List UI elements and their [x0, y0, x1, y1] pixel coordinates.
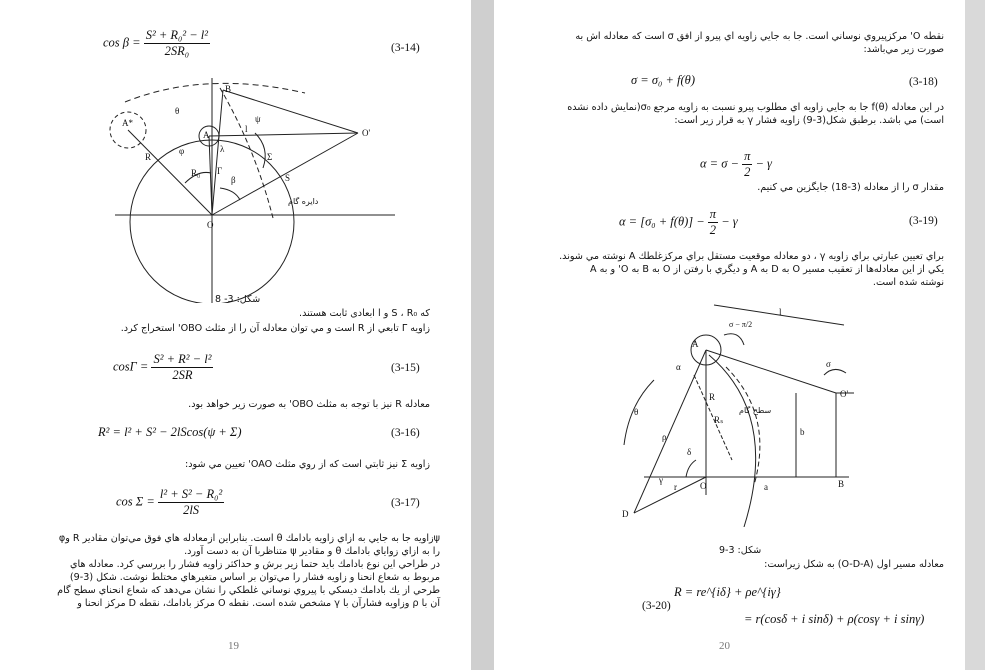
label-O-prime: O' [362, 128, 371, 138]
page-number: 19 [228, 640, 239, 652]
label-A: A [203, 130, 210, 140]
label-S: S [285, 173, 291, 183]
label-A-star: A* [122, 118, 133, 128]
eq-numerator: S² + R₀² − l² [145, 28, 209, 42]
label-D: D [622, 509, 629, 519]
equation-3-20-line2: = r(cosδ + i sinδ) + ρ(cosγ + i sinγ) [744, 612, 925, 626]
label-alpha: α [676, 362, 681, 372]
paragraph-line: را به ازاي زواياي بادامك θ و مقادير ψ متناظربا آن به دست آورد. [184, 546, 440, 557]
label-B: B [838, 479, 845, 489]
paragraph-line: طرحي از يك بادامك ديسكي با پيروي نوساني غلطكي را نشان مي‌دهد كه شعاع انحناي سطح گام [57, 585, 440, 596]
paragraph [30, 532, 440, 610]
label-R: R [709, 392, 716, 402]
pitch-curve-dashed [726, 367, 760, 485]
angle-arc-sigma [824, 369, 846, 375]
paragraph-line: ψزاويه جا به جايي به ازاي زاويه بادامك θ است. بنابراين ازمعادله هاي فوق مي‌توان مقادير R وφ [58, 533, 440, 544]
label-Rs: Rₛ [714, 415, 724, 425]
equation-3-16: R² = l² + S² − 2lScos(ψ + Σ) [98, 425, 242, 439]
paragraph [539, 30, 944, 56]
dashed-arc [125, 83, 305, 102]
equation-3-14 [103, 28, 210, 59]
theta-arrow-arc [624, 380, 654, 445]
angle-arc-sigma [255, 133, 265, 168]
label-phi: φ [179, 146, 185, 156]
eq-numerator: S² + R² − l² [153, 352, 212, 366]
equation-number: (3-17) [391, 497, 420, 509]
paragraph-line: نوشته شده است. [872, 277, 944, 288]
equation-number: (3-16) [391, 427, 420, 439]
label-psi: ψ [255, 114, 261, 124]
paragraph-line: است) مي باشد. برطبق شكل(3-9) زاويه فشار γ به قرار زير است: [674, 115, 944, 126]
paragraph-line: در اين معادله f(θ) جا به جايي زاويه اي مطلوب پيرو نسبت به زاويه مرجع σ₀(نمايش داده نشده [567, 102, 944, 113]
text-line: زاويه Γ تابعي از R است و مي توان معادله آن را از مثلث OBO' استخراج كرد. [120, 323, 430, 334]
paragraph-line: مربوط به شعاع انحنا و زاويه فشار را مي‌توان بر اساس متغيرهاي مختلط نوشت. شكل (3-9) [69, 572, 440, 583]
figure-caption: شکل: 3- 8 [215, 294, 261, 305]
page-gutter [471, 0, 494, 670]
equation-number: (3-14) [391, 42, 420, 54]
eq-denominator: 2 [709, 223, 717, 237]
eq-numerator: π [744, 149, 751, 163]
eq-lhs: cos β = [103, 35, 141, 50]
label-Gamma: Γ [217, 166, 223, 176]
label-theta: θ [175, 106, 180, 116]
label-rho: ρ [662, 432, 667, 442]
eq-lhs: α = [σ₀ + f(θ)] − [619, 214, 705, 229]
label-r: r [674, 482, 677, 492]
label-pitch-curve: سطح گام [739, 406, 772, 415]
eq-lhs: cosΓ = [113, 359, 149, 374]
paragraph-line: در طراحي اين نوع بادامك بايد حتما زير برش و حداكثر زاويه فشار را بررسي كرد. معادله هاي [70, 559, 440, 570]
label-b: b [800, 427, 805, 437]
text-line: زاويه Σ نيز ثابتي است كه از روي مثلث OAO' تعيين مي شود: [185, 459, 430, 470]
page-20 [494, 0, 965, 670]
line-D-O [634, 477, 706, 513]
eq-tail: − γ [755, 156, 772, 171]
equation-3-18: σ = σ₀ + f(θ) [631, 73, 695, 87]
line-D-A [634, 350, 706, 513]
text-line: مقدار σ را از معادله (3-18) جايگزين مي كنيم. [757, 182, 944, 193]
figure-3-8 [95, 78, 400, 303]
text-line: که S ، R₀ و l ابعادی ثابت هستند. [299, 308, 430, 319]
pitch-curve [709, 355, 756, 527]
label-beta: β [231, 175, 236, 185]
paragraph-line: نقطه O' مركزپيروي نوساني است. جا به جايي زاويه اي پيرو از افق σ است كه معادله اش به [575, 31, 944, 42]
eq-denominator: 2SR₀ [164, 44, 190, 58]
eq-lhs: cos Σ = [116, 494, 155, 509]
angle-arc-sigma-pi [724, 334, 744, 345]
paragraph-line: يكي از اين معادله‌ها از تعقيب مسير O به D به A و ديگري با رفتن از O به B به O' و به A [590, 264, 944, 275]
angle-arc-delta [686, 460, 696, 477]
eq-denominator: 2SR [172, 368, 193, 382]
label-Sigma: Σ [267, 152, 273, 162]
eq-lhs: α = σ − [700, 156, 739, 171]
eq-numerator: π [709, 207, 717, 221]
page-19 [0, 0, 471, 670]
equation-number: (3-15) [391, 362, 420, 374]
label-sigma: σ [826, 359, 831, 369]
line-Rs [694, 375, 732, 460]
label-theta: θ [634, 407, 639, 417]
eq-tail: − γ [721, 214, 738, 229]
label-a: a [764, 482, 768, 492]
label-gamma: γ [659, 475, 663, 485]
equation-number: (3-19) [909, 215, 938, 227]
label-R0: R₀ [191, 168, 201, 178]
equation-3-19 [619, 207, 738, 238]
eq-denominator: 2lS [183, 503, 200, 517]
text-line: معادله مسير اول (O-D-A) به شكل زيراست: [764, 559, 944, 570]
label-A: A [692, 339, 699, 349]
label-l: l [779, 307, 782, 317]
label-lambda: λ [220, 144, 225, 154]
eq-numerator: l² + S² − R₀² [159, 487, 223, 501]
label-O: O [700, 481, 707, 491]
label-l: l [245, 124, 248, 134]
equation-number: (3-18) [909, 76, 938, 88]
paragraph [539, 101, 944, 127]
equation-alpha [700, 149, 772, 180]
label-delta: δ [687, 447, 692, 457]
figure-caption: شكل: 3-9 [719, 545, 762, 556]
paragraph [539, 250, 944, 289]
page-number: 20 [719, 640, 730, 652]
line-B-Oprime [223, 90, 358, 133]
label-O-prime: O' [840, 389, 849, 399]
text-line: معادله R نيز با توجه به مثلث OBO' به صورت زير خواهد بود. [188, 399, 430, 410]
eq-denominator: 2 [744, 165, 751, 179]
label-B: B [225, 84, 232, 94]
label-sigma-pi: σ − π/2 [729, 320, 753, 329]
equation-3-20-line1: R = re^{iδ} + ρe^{iγ} [674, 585, 781, 599]
equation-3-17 [116, 487, 224, 518]
paragraph-line: براي تعيين عبارتي براي زاويه γ ، دو معادله موقعيت مستقل براي مركزغلطك A نوشته مي شوند. [559, 251, 944, 262]
line-A-Oprime [209, 133, 358, 136]
label-pitch-circle: دایره گام [288, 197, 319, 206]
paragraph-line: آن با ρ وزاويه فشارآن با γ مشخص شده است. نقطه O مركز بادامك، نقطه D مركز انحنا و [77, 598, 440, 609]
paragraph-line: صورت زير مي‌باشد: [863, 44, 944, 55]
equation-3-15 [113, 352, 213, 383]
figure-3-9 [614, 295, 859, 527]
angle-arc-gamma [220, 188, 240, 200]
label-R: R [145, 152, 152, 162]
label-O: O [207, 220, 214, 230]
equation-number: (3-20) [642, 600, 671, 612]
